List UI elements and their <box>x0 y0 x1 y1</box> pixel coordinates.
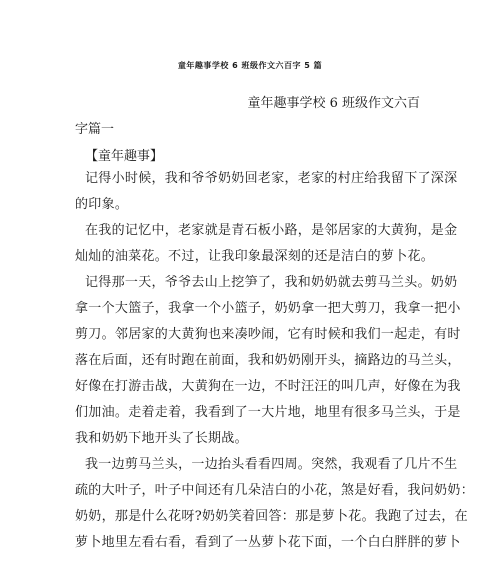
section-heading: 【童年趣事】 <box>85 149 164 164</box>
subtitle-line-2: 字篇一 <box>75 122 115 137</box>
body-line: 灿灿的油菜花。不过，让我印象最深刻的还是洁白的萝卜花。 <box>75 249 435 264</box>
body-line: 的印象。 <box>75 197 129 212</box>
body-line: 落在后面，还有时跑在前面，我和奶奶刚开头，摘路边的马兰头， <box>75 353 461 368</box>
body-line: 疏的大叶子，叶子中间还有几朵洁白的小花，煞是好看，我问奶奶： <box>75 483 475 498</box>
body-line: 记得那一天，爷爷去山上挖笋了，我和奶奶就去剪马兰头。奶奶 <box>85 275 458 290</box>
body-line: 我和奶奶下地开头了长期战。 <box>75 431 248 446</box>
body-line: 们加油。走着走着，我看到了一大片地，地里有很多马兰头，于是 <box>75 405 461 420</box>
body-line: 拿一个大篮子，我拿一个小篮子，奶奶拿一把大剪刀，我拿一把小 <box>75 301 461 316</box>
body-line: 在我的记忆中，老家就是青石板小路，是邻居家的大黄狗，是金 <box>85 223 458 238</box>
body-line: 奶奶，那是什么花呀?奶奶笑着回答：那是萝卜花。我跑了过去，在 <box>75 509 468 524</box>
body-line: 记得小时候，我和爷爷奶奶回老家，老家的村庄给我留下了深深 <box>85 171 458 186</box>
document-title: 童年趣事学校 6 班级作文六百字 5 篇 <box>177 61 323 70</box>
body-line: 萝卜地里左看右看，看到了一丛萝卜花下面，一个白白胖胖的萝卜 <box>75 535 461 550</box>
subtitle-line-1: 童年趣事学校 6 班级作文六百 <box>247 96 420 111</box>
body-line: 好像在打游击战，大黄狗在一边，不时汪汪的叫几声，好像在为我 <box>75 379 461 394</box>
body-line: 剪刀。邻居家的大黄狗也来凑吵闹，它有时候和我们一起走，有时 <box>75 327 461 342</box>
body-line: 我一边剪马兰头，一边抬头看看四周。突然，我观看了几片不生 <box>85 457 458 472</box>
